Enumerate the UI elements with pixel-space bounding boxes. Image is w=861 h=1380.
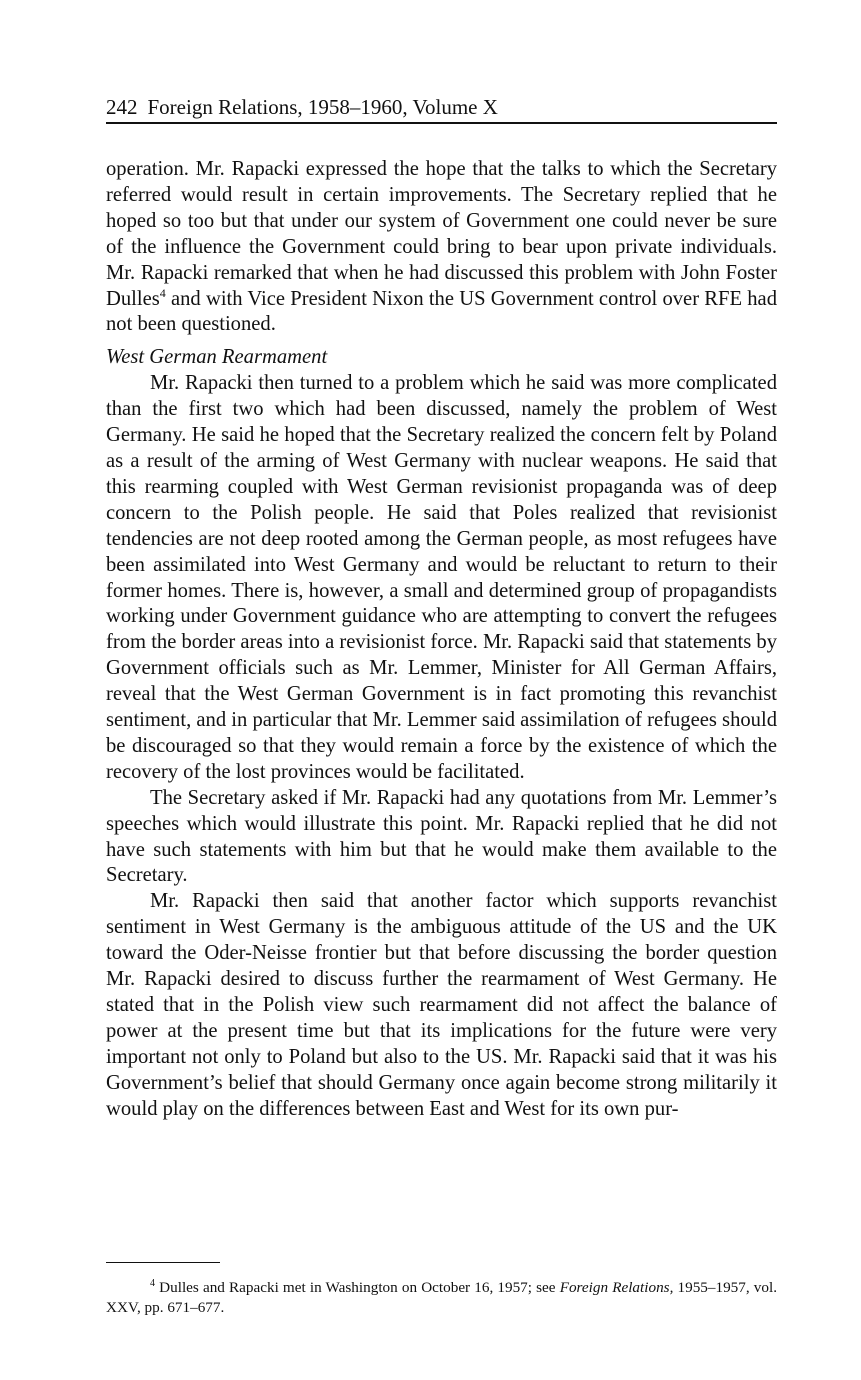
footnote-italic-title: Foreign Relations, <box>559 1279 674 1296</box>
running-title: Foreign Relations, 1958–1960, Volume X <box>147 95 498 119</box>
running-header <box>106 94 777 124</box>
footnote-text: 1955–1957, vol. XXV, pp. 671–677. <box>106 1279 778 1316</box>
footnote-reference: 4 <box>159 285 166 300</box>
paragraph: The Secretary asked if Mr. Rapacki had any quotations from Mr. Lemmer’s speeches which would illustrate this point. Mr. Rapacki replied that he did not have such statements with him but that he would make them available to the Secretary. <box>106 786 777 887</box>
footnote <box>106 1278 777 1318</box>
main-text <box>106 157 777 1123</box>
footnote-number: 4 <box>150 1278 155 1289</box>
paragraph-continued <box>106 157 777 338</box>
footnote-text: Dulles and Rapacki met in Washington on October 16, 1957; see <box>159 1279 560 1296</box>
paragraph-text: and with Vice President Nixon the US Government control over RFE had not been questioned. <box>106 287 777 336</box>
page-number: 242 <box>106 95 138 119</box>
footnote-divider <box>106 1262 220 1263</box>
paragraph-text: operation. Mr. Rapacki expressed the hope that the talks to which the Secretary referred would result in certain improvements. The Secretary replied that he hoped so too but that under our system of Government one could never be sure of the influence the Government could bring to bear upon private individuals. Mr. Rapacki remarked that when he had discussed this problem with John Foster Dulles <box>106 158 777 310</box>
section-heading: West German Rearmament <box>106 346 328 369</box>
paragraph: Mr. Rapacki then said that another factor which supports revanchist sentiment in West Germany is the ambiguous attitude of the US and the UK toward the Oder-Neisse frontier but that before discussing the border question Mr. Rapacki desired to discuss further the rearmament of West Germany. He stated that in the Polish view such rearmament did not affect the balance of power at the present time but that its implications for the future were very important not only to Poland but also to the US. Mr. Rapacki said that it was his Government’s belief that should Germany once again become strong militarily it would play on the differences between East and West for its own pur- <box>106 890 777 1120</box>
paragraph: Mr. Rapacki then turned to a problem which he said was more complicated than the first two which had been discussed, namely the problem of West Germany. He said he hoped that the Secretary realized the concern felt by Poland as a result of the arming of West Germany with nuclear weapons. He said that this rearming coupled with West German revisionist propaganda was of deep concern to the Polish people. He said that Poles realized that revisionist tendencies are not deep rooted among the German people, as most refugees have been assimilated into West Germany and would be reluctant to return to their former homes. There is, however, a small and determined group of propagandists working under Government guidance who are attempting to convert the refugees from the border areas into a revisionist force. Mr. Rapacki said that statements by Government officials such as Mr. Lemmer, Minister for All German Affairs, reveal that the West German Government is in fact promoting this revanchist sentiment, and in particular that Mr. Lemmer said assimilation of refugees should be discouraged so that they would remain a force by the existence of which the recovery of the lost provinces would be facilitated. <box>106 372 777 783</box>
